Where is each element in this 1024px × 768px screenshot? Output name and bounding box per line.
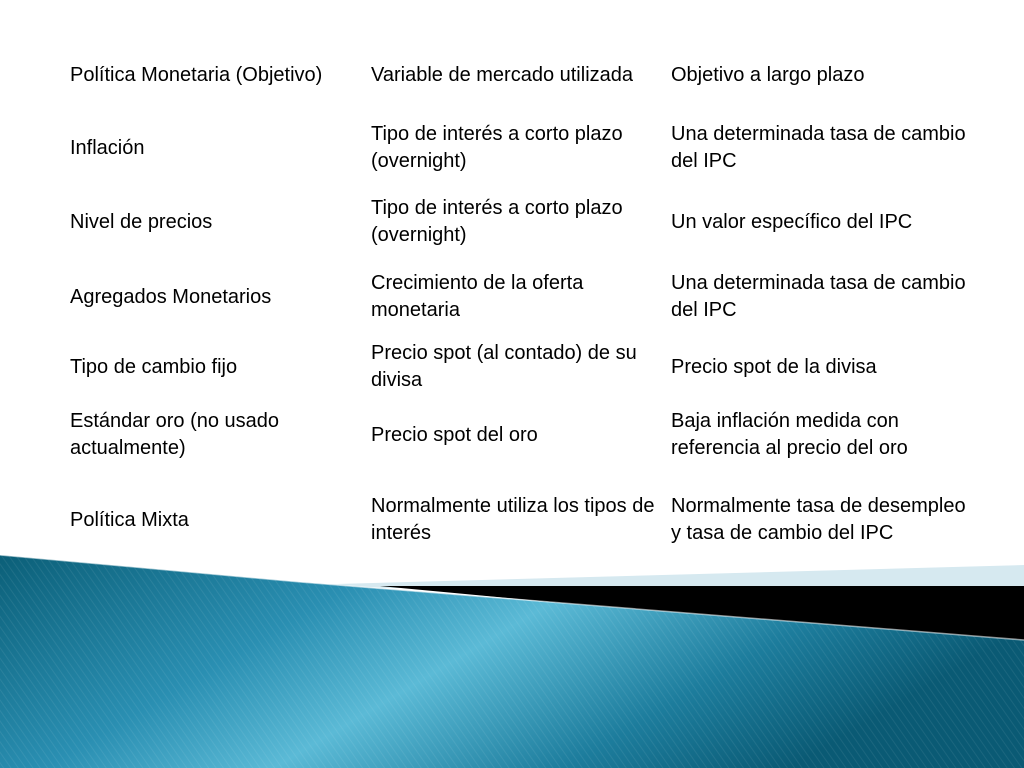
header-cell-long-term-objective: Objetivo a largo plazo (671, 63, 865, 86)
table-row (0, 192, 1024, 252)
table-cell-policy: Nivel de precios (70, 210, 213, 233)
table-row (0, 118, 1024, 178)
blue-wave-shape (0, 555, 1024, 768)
table-row (0, 267, 1024, 327)
table-cell-long-term-objective: Normalmente tasa de desempleo y tasa de cambio del IPC (671, 495, 966, 544)
table-row (0, 405, 1024, 465)
table-cell-policy: Tipo de cambio fijo (70, 355, 238, 378)
table-cell-market-variable: Tipo de interés a corto plazo (overnight) (371, 197, 623, 246)
table-cell-market-variable: Normalmente utiliza los tipos de interés (371, 495, 655, 544)
table-cell-long-term-objective: Una determinada tasa de cambio del IPC (671, 123, 966, 172)
table-cell-long-term-objective: Precio spot de la divisa (671, 355, 877, 378)
table-cell-market-variable: Precio spot del oro (371, 423, 538, 446)
blue-wave-texture (0, 555, 1024, 768)
table-row (0, 477, 1024, 563)
table-cell-policy: Política Mixta (70, 508, 189, 531)
black-band-shape (380, 586, 1024, 648)
table-cell-policy: Estándar oro (no usado actualmente) (70, 410, 280, 459)
table-cell-long-term-objective: Baja inflación medida con referencia al precio del oro (671, 410, 908, 459)
table-cell-policy: Inflación (70, 136, 145, 159)
header-cell-policy: Política Monetaria (Objetivo) (70, 63, 323, 86)
table-cell-market-variable: Tipo de interés a corto plazo (overnight) (371, 123, 623, 172)
table-cell-long-term-objective: Una determinada tasa de cambio del IPC (671, 272, 966, 321)
wave-highlight-line (0, 555, 1024, 640)
table-cell-long-term-objective: Un valor específico del IPC (671, 210, 913, 233)
table-cell-market-variable: Crecimiento de la oferta monetaria (371, 272, 584, 321)
table-cell-market-variable: Precio spot (al contado) de su divisa (371, 342, 637, 391)
table-header-row (0, 45, 1024, 105)
header-cell-market-variable: Variable de mercado utilizada (371, 63, 634, 86)
table-row (0, 337, 1024, 397)
table-cell-policy: Agregados Monetarios (70, 285, 272, 308)
light-band-shape (300, 565, 1024, 588)
